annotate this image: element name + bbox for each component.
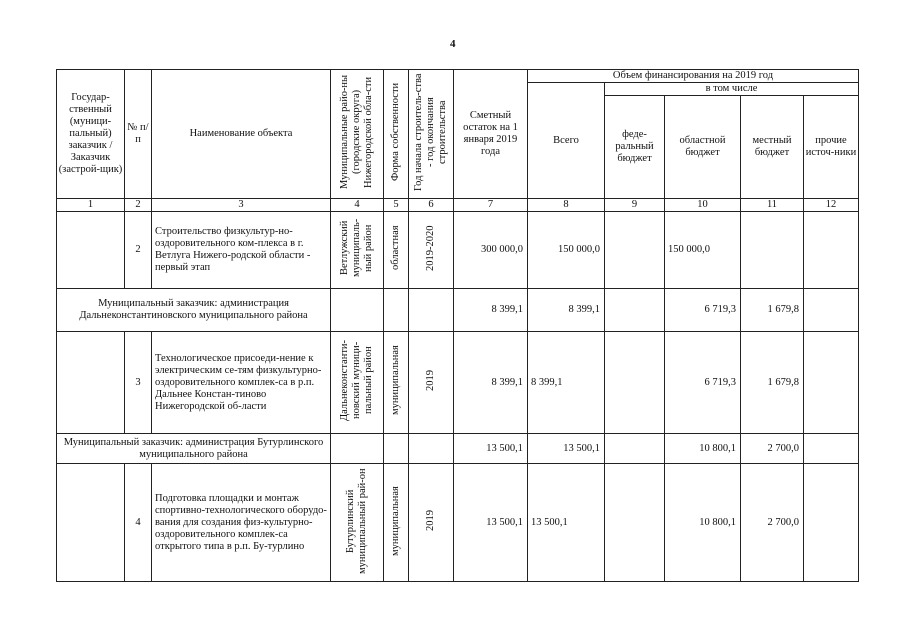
estimate-value: 13 500,1 (454, 464, 528, 582)
customer-label: Муниципальный заказчик: администрация Бутурлинского муниципального района (57, 434, 331, 464)
federal-value (605, 212, 665, 289)
district: Дальнеконстанти-новский муници-пальный район (331, 332, 384, 434)
regional-value: 10 800,1 (665, 434, 741, 464)
row-num: 2 (125, 212, 152, 289)
col-number: 3 (152, 199, 331, 212)
empty-cell (57, 332, 125, 434)
federal-value (605, 464, 665, 582)
object-name: Строительство физкультур-но-оздоровительного ком-плекса в г. Ветлуга Нижего-родской области - первый этап (152, 212, 331, 289)
local-value: 1 679,8 (741, 332, 804, 434)
empty-cell (57, 212, 125, 289)
header-federal: феде-ральный бюджет (605, 96, 665, 199)
years: 2019 (409, 332, 454, 434)
estimate-value: 8 399,1 (454, 332, 528, 434)
empty-cell (409, 289, 454, 332)
empty-cell (331, 289, 384, 332)
row-num: 3 (125, 332, 152, 434)
federal-value (605, 289, 665, 332)
col-number: 8 (528, 199, 605, 212)
financing-table (56, 69, 859, 582)
local-value: 1 679,8 (741, 289, 804, 332)
local-value (741, 212, 804, 289)
header-ownership: Форма собственности (384, 70, 409, 199)
years: 2019-2020 (409, 212, 454, 289)
total-value: 13 500,1 (528, 434, 605, 464)
ownership: муниципальная (384, 332, 409, 434)
total-value: 13 500,1 (528, 464, 605, 582)
col-number: 12 (804, 199, 859, 212)
regional-value: 6 719,3 (665, 289, 741, 332)
header-other: прочие источ-ники (804, 96, 859, 199)
regional-value: 150 000,0 (665, 212, 741, 289)
total-value: 150 000,0 (528, 212, 605, 289)
total-value: 8 399,1 (528, 289, 605, 332)
empty-cell (384, 434, 409, 464)
col-number: 5 (384, 199, 409, 212)
other-value (804, 212, 859, 289)
header-regional: областной бюджет (665, 96, 741, 199)
ownership: областная (384, 212, 409, 289)
page-number: 4 (450, 38, 456, 50)
header-district: Муниципальные райо-ны (городские округа) Нижегородской обла-сти (331, 70, 384, 199)
empty-cell (57, 464, 125, 582)
col-number: 2 (125, 199, 152, 212)
empty-cell (331, 434, 384, 464)
district: Бутурлинский муниципальный рай-он (331, 464, 384, 582)
customer-row (57, 289, 859, 332)
header-object: Наименование объекта (152, 70, 331, 199)
col-number: 4 (331, 199, 384, 212)
other-value (804, 464, 859, 582)
object-name: Технологическое присоеди-нение к электрическим се-тям физкультурно-оздоровительного комплек-са в р.п. Дальнее Констан-тиново Нижегородской об-ласти (152, 332, 331, 434)
object-name: Подготовка площадки и монтаж спортивно-технологического оборудо-вания для создания физ-культурно-оздоровительного комплек-са открытого типа в р.п. Бу-турлино (152, 464, 331, 582)
col-number: 11 (741, 199, 804, 212)
table-row (57, 332, 859, 434)
years: 2019 (409, 464, 454, 582)
federal-value (605, 434, 665, 464)
estimate-value: 8 399,1 (454, 289, 528, 332)
local-value: 2 700,0 (741, 464, 804, 582)
estimate-value: 13 500,1 (454, 434, 528, 464)
header-num: № п/п (125, 70, 152, 199)
column-numbers-row (57, 199, 859, 212)
empty-cell (409, 434, 454, 464)
header-funding: Объем финансирования на 2019 год (528, 70, 859, 83)
header-including: в том числе (605, 83, 859, 96)
customer-row (57, 434, 859, 464)
col-number: 7 (454, 199, 528, 212)
header-customer: Государ-ственный (муници-пальный) заказчик / Заказчик (застрой-щик) (57, 70, 125, 199)
header-local: местный бюджет (741, 96, 804, 199)
header-years: Год начала строитель-ства - год окончания строительства (409, 70, 454, 199)
ownership: муниципальная (384, 464, 409, 582)
col-number: 1 (57, 199, 125, 212)
customer-label: Муниципальный заказчик: администрация Дальнеконстантиновского муниципального района (57, 289, 331, 332)
col-number: 9 (605, 199, 665, 212)
regional-value: 10 800,1 (665, 464, 741, 582)
local-value: 2 700,0 (741, 434, 804, 464)
other-value (804, 289, 859, 332)
row-num: 4 (125, 464, 152, 582)
table-row (57, 464, 859, 582)
regional-value: 6 719,3 (665, 332, 741, 434)
col-number: 6 (409, 199, 454, 212)
other-value (804, 434, 859, 464)
other-value (804, 332, 859, 434)
total-value: 8 399,1 (528, 332, 605, 434)
table-row (57, 212, 859, 289)
header-total: Всего (528, 83, 605, 199)
empty-cell (384, 289, 409, 332)
estimate-value: 300 000,0 (454, 212, 528, 289)
federal-value (605, 332, 665, 434)
district: Ветлужский муниципаль-ный район (331, 212, 384, 289)
col-number: 10 (665, 199, 741, 212)
header-estimate: Сметный остаток на 1 января 2019 года (454, 70, 528, 199)
